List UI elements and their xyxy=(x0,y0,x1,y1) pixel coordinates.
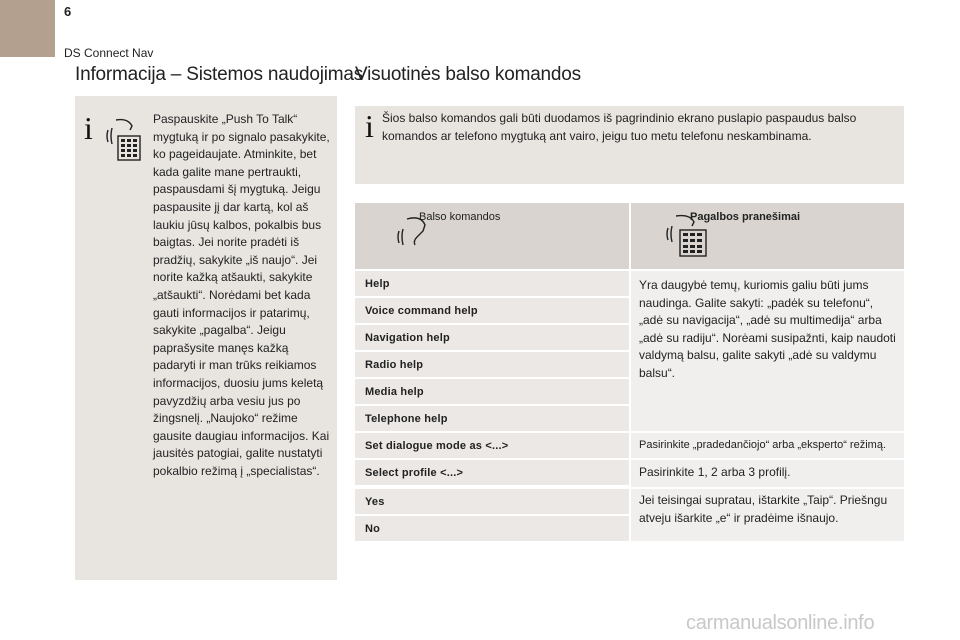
section-name: DS Connect Nav xyxy=(64,46,154,60)
top-info-text: Šios balso komandos gali būti duodamos iš pagrindinio ekrano puslapio paspaudus balso komandos ar telefono mygtuką ant vairo, jeigu tuo metu telefonu neskambinama. xyxy=(382,111,857,143)
response-yes-no: Jei teisingai supratau, ištarkite „Taip“. Priešngu atveju išarkite „e“ ir pradėime išnaujo. xyxy=(631,489,904,541)
table-row: Select profile <...> xyxy=(355,460,629,485)
response-select-profile: Pasirinkite 1, 2 arba 3 profilį. xyxy=(631,460,904,487)
table-row: Voice command help xyxy=(355,298,629,323)
table-row: Media help xyxy=(355,379,629,404)
left-body-text: Paspauskite „Push To Talk“ mygtuką ir po signalo pasakykite, ko pageidaujate. Atminkite, bet kada galite mane pertraukti, paspausdami šį mygtuką. Jeigu paspausite jį dar kartą, kol aš laukiu jūsų kalbos, pokalbis bus baigtas. Jei norite pradėti iš pradžių, sakykite „iš naujo“. Jei norite kažką atšaukti, sakykite „atšaukti“. Norėdami bet kada gauti informacijos ir patarimų, sakykite „pagalba“. Jeigu paprašysite manęs kažką padaryti ir man trūks reikiamos informacijos, duosiu jums keletą pavyzdžių arba vesiu jus po žingsnelį. „Naujoko“ režime gausite daugiau informacijos. Kai jausitės patogiai, galite nustatyti pokalbio režimą į „specialistas“. xyxy=(153,112,330,478)
table-row: Help xyxy=(355,271,629,296)
table-row: No xyxy=(355,516,629,541)
watermark: carmanualsonline.info xyxy=(686,612,875,634)
response-dialogue-mode: Pasirinkite „pradedančiojo“ arba „eksperto“ režimą. xyxy=(631,433,904,458)
header-voice-commands: Balso komandos xyxy=(419,211,501,223)
response-help: Yra daugybė temų, kuriomis galiu būti jums naudinga. Galite sakyti: „padėk su telefonu“, „adė su navigacija“, „adė su multimedija“ arba „adė su radiju“. Norėami susipažnti, kaip naudoti valdymą balsu, galite sakyti „adė su valdymu balsu“. xyxy=(631,271,904,431)
header-help-messages: Pagalbos pranešimai xyxy=(690,211,801,223)
info-icon: i xyxy=(365,108,374,144)
voice-keypad-icon xyxy=(104,116,142,162)
table-row: Yes xyxy=(355,489,629,514)
table-row: Telephone help xyxy=(355,406,629,431)
info-icon: i xyxy=(84,110,93,146)
right-title: Visuotinės balso komandos xyxy=(355,64,581,85)
left-title: Informacija – Sistemos naudojimas xyxy=(75,64,364,85)
page-number: 6 xyxy=(64,4,72,19)
table-row: Radio help xyxy=(355,352,629,377)
table-row: Navigation help xyxy=(355,325,629,350)
table-row: Set dialogue mode as <...> xyxy=(355,433,629,458)
chapter-tab xyxy=(0,0,55,57)
